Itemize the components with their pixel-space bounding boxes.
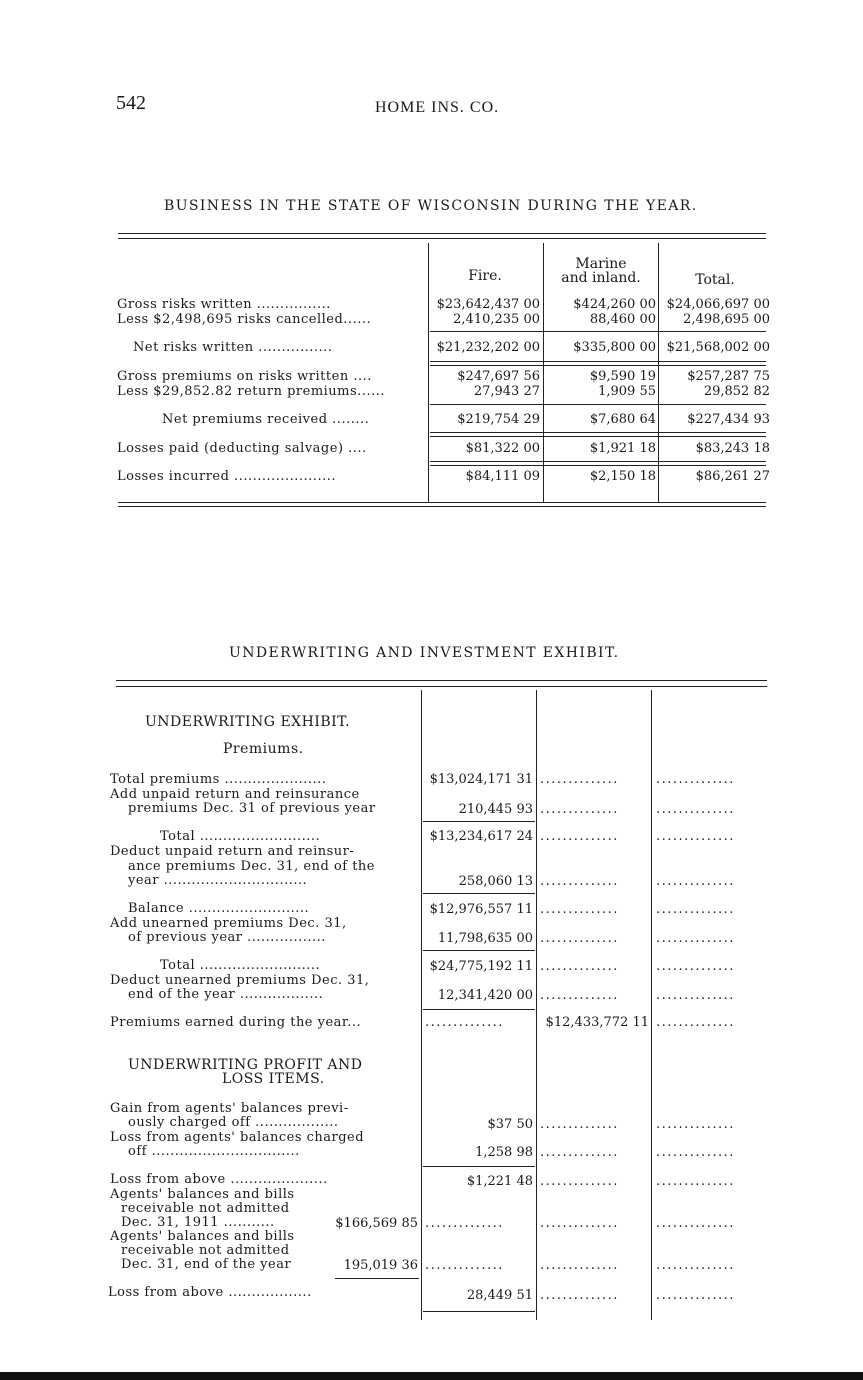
leader-dots: .............. [540, 829, 619, 844]
row-label: Loss from above ..................... [110, 1172, 328, 1187]
sum-rule [423, 821, 535, 822]
leader-dots: .............. [425, 1258, 504, 1273]
leader-dots: .............. [656, 829, 735, 844]
section-heading: UNDERWRITING EXHIBIT. [145, 714, 350, 730]
row-label: ance premiums Dec. 31, end of the [128, 859, 375, 874]
row-label: Net risks written ................ [133, 340, 333, 355]
running-head: HOME INS. CO. [375, 99, 500, 116]
cell-col1: 12,341,420 00 [437, 988, 533, 1003]
row-label: Losses paid (deducting salvage) .... [117, 441, 367, 456]
row-label: Net premiums received ........ [162, 412, 370, 427]
row-label: Deduct unearned premiums Dec. 31, [110, 973, 370, 988]
leader-dots: .............. [540, 1288, 619, 1303]
row-label: Agents' balances and bills [110, 1187, 295, 1202]
row-label: Dec. 31, 1911 ........... [121, 1215, 275, 1230]
column-header-fire: Fire. [468, 268, 502, 284]
cell-inner: 195,019 36 [343, 1258, 418, 1273]
cell-total: $86,261 27 [695, 469, 770, 484]
row-label: Less $29,852.82 return premiums...... [117, 384, 385, 399]
leader-dots: .............. [656, 1174, 735, 1189]
leader-dots: .............. [656, 1145, 735, 1160]
cell-marine: $2,150 18 [589, 469, 656, 484]
rule [118, 233, 766, 234]
cell-total: $227,434 93 [687, 412, 770, 427]
row-label: Premiums earned during the year... [110, 1015, 362, 1030]
rule [116, 686, 767, 687]
cell-total: $83,243 18 [695, 441, 770, 456]
row-label: off ................................ [128, 1144, 300, 1159]
scan-edge [0, 1372, 863, 1380]
leader-dots: .............. [540, 1258, 619, 1273]
leader-dots: .............. [656, 931, 735, 946]
sum-rule [423, 1311, 535, 1312]
sum-rule [430, 465, 766, 466]
leader-dots: .............. [540, 772, 619, 787]
cell-inner: $166,569 85 [335, 1216, 418, 1231]
row-label: Deduct unpaid return and reinsur- [110, 844, 355, 859]
leader-dots: .............. [656, 1117, 735, 1132]
row-label: Balance .......................... [128, 901, 310, 916]
business-table-title: BUSINESS IN THE STATE OF WISCONSIN DURING THE YEAR. [164, 198, 698, 214]
cell-col1: $12,976,557 11 [429, 902, 533, 917]
row-label: Gross risks written ................ [117, 297, 331, 312]
column-divider [651, 690, 652, 1320]
leader-dots: .............. [656, 902, 735, 917]
cell-marine: $7,680 64 [589, 412, 656, 427]
leader-dots: .............. [540, 959, 619, 974]
sum-rule [423, 1009, 535, 1010]
row-label: Gross premiums on risks written .... [117, 369, 372, 384]
cell-col1: 258,060 13 [458, 874, 533, 889]
leader-dots: .............. [656, 1216, 735, 1231]
sum-rule [430, 461, 766, 462]
sum-rule [430, 436, 766, 437]
row-label: Dec. 31, end of the year [121, 1257, 292, 1272]
cell-col1: $13,234,617 24 [429, 829, 533, 844]
leader-dots: .............. [540, 1174, 619, 1189]
row-label: end of the year .................. [128, 987, 324, 1002]
leader-dots: .............. [540, 802, 619, 817]
exhibit-title: UNDERWRITING AND INVESTMENT EXHIBIT. [229, 645, 620, 661]
row-label: Total .......................... [160, 958, 321, 973]
leader-dots: .............. [425, 1216, 504, 1231]
rule [116, 680, 767, 681]
cell-col1: $24,775,192 11 [429, 959, 533, 974]
row-label: receivable not admitted [121, 1243, 290, 1258]
section-heading: UNDERWRITING PROFIT AND [128, 1057, 363, 1073]
leader-dots: .............. [656, 988, 735, 1003]
sum-rule [430, 404, 766, 405]
cell-col1: $1,221 48 [466, 1174, 533, 1189]
cell-fire: $219,754 29 [457, 412, 540, 427]
column-header-marine: and inland. [561, 270, 641, 286]
sum-rule [335, 1278, 419, 1279]
cell-total: $24,066,697 00 [666, 297, 770, 312]
cell-marine: 1,909 55 [598, 384, 656, 399]
cell-col1: 28,449 51 [466, 1288, 533, 1303]
leader-dots: .............. [656, 802, 735, 817]
cell-total: $257,287 75 [687, 369, 770, 384]
leader-dots: .............. [656, 772, 735, 787]
row-label: Less $2,498,695 risks cancelled...... [117, 312, 372, 327]
leader-dots: .............. [540, 988, 619, 1003]
row-label: Losses incurred ...................... [117, 469, 336, 484]
cell-fire: 27,943 27 [473, 384, 540, 399]
cell-fire: $84,111 09 [465, 469, 540, 484]
cell-col1: 1,258 98 [475, 1145, 533, 1160]
cell-total: 2,498,695 00 [683, 312, 770, 327]
row-label: year ............................... [128, 873, 308, 888]
cell-fire: 2,410,235 00 [453, 312, 540, 327]
cell-col1: 210,445 93 [458, 802, 533, 817]
leader-dots: .............. [540, 931, 619, 946]
cell-marine: $9,590 19 [589, 369, 656, 384]
sum-rule [430, 432, 766, 433]
cell-fire: $81,322 00 [465, 441, 540, 456]
row-label: of previous year ................. [128, 930, 326, 945]
row-label: receivable not admitted [121, 1201, 290, 1216]
row-label: Add unpaid return and reinsurance [110, 787, 360, 802]
sum-rule [430, 361, 766, 362]
row-label: Total .......................... [160, 829, 321, 844]
sum-rule [423, 1166, 535, 1167]
row-label: Total premiums ...................... [110, 772, 327, 787]
row-label: Gain from agents' balances previ- [110, 1101, 349, 1116]
rule [118, 502, 766, 503]
row-label: Loss from above .................. [108, 1285, 312, 1300]
cell-fire: $21,232,202 00 [436, 340, 540, 355]
leader-dots: .............. [425, 1015, 504, 1030]
sum-rule [430, 331, 766, 332]
leader-dots: .............. [656, 1015, 735, 1030]
leader-dots: .............. [540, 1145, 619, 1160]
section-heading: LOSS ITEMS. [222, 1071, 325, 1087]
cell-total: $21,568,002 00 [666, 340, 770, 355]
row-label: ously charged off .................. [128, 1115, 339, 1130]
column-divider [536, 690, 537, 1320]
rule [118, 238, 766, 239]
leader-dots: .............. [656, 1258, 735, 1273]
cell-col1: 11,798,635 00 [437, 931, 533, 946]
row-label: premiums Dec. 31 of previous year [128, 801, 376, 816]
cell-marine: $424,260 00 [573, 297, 656, 312]
cell-marine: $335,800 00 [573, 340, 656, 355]
cell-col1: $37 50 [487, 1117, 533, 1132]
cell-marine: $1,921 18 [589, 441, 656, 456]
sum-rule [423, 950, 535, 951]
subsection-heading: Premiums. [223, 741, 304, 757]
leader-dots: .............. [540, 902, 619, 917]
leader-dots: .............. [656, 959, 735, 974]
leader-dots: .............. [540, 874, 619, 889]
row-label: Agents' balances and bills [110, 1229, 295, 1244]
column-header-total: Total. [695, 272, 735, 288]
row-label: Add unearned premiums Dec. 31, [110, 916, 347, 931]
cell-col2: $12,433,772 11 [545, 1015, 649, 1030]
leader-dots: .............. [656, 1288, 735, 1303]
column-header-marine: Marine [575, 256, 627, 272]
cell-total: 29,852 82 [703, 384, 770, 399]
sum-rule [430, 365, 766, 366]
row-label: Loss from agents' balances charged [110, 1130, 365, 1145]
page-number: 542 [116, 92, 146, 114]
sum-rule [423, 893, 535, 894]
rule [118, 506, 766, 507]
cell-col1: $13,024,171 31 [429, 772, 533, 787]
leader-dots: .............. [656, 874, 735, 889]
leader-dots: .............. [540, 1117, 619, 1132]
cell-fire: $247,697 56 [457, 369, 540, 384]
cell-fire: $23,642,437 00 [436, 297, 540, 312]
leader-dots: .............. [540, 1216, 619, 1231]
cell-marine: 88,460 00 [589, 312, 656, 327]
